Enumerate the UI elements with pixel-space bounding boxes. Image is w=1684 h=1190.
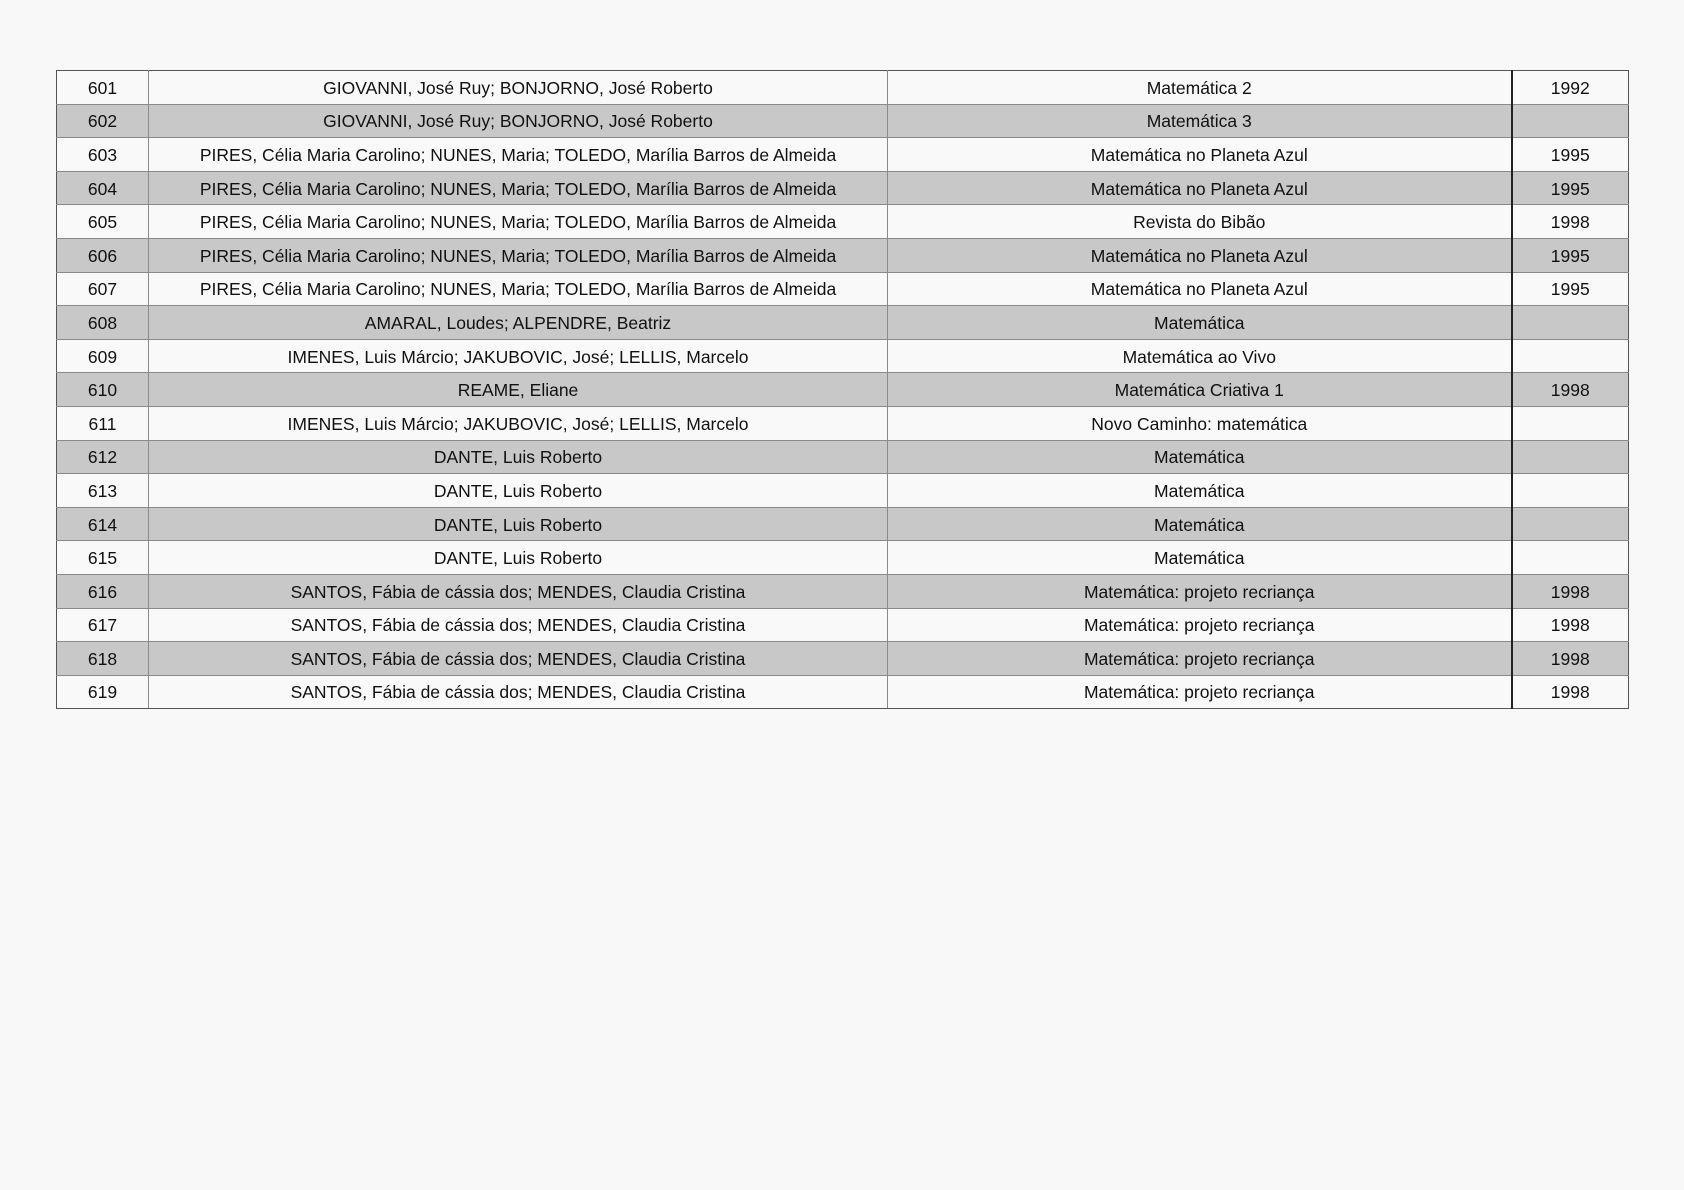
title-cell: Matemática: projeto recriança	[888, 574, 1512, 608]
title-cell: Matemática	[888, 541, 1512, 575]
title-cell: Matemática ao Vivo	[888, 339, 1512, 373]
id-cell: 615	[57, 541, 149, 575]
title-cell: Matemática	[888, 306, 1512, 340]
title-cell: Matemática: projeto recriança	[888, 675, 1512, 709]
title-cell: Matemática	[888, 474, 1512, 508]
year-cell: 1998	[1512, 675, 1629, 709]
id-cell: 611	[57, 406, 149, 440]
author-cell: IMENES, Luis Márcio; JAKUBOVIC, José; LELLIS, Marcelo	[149, 406, 888, 440]
id-cell: 602	[57, 104, 149, 138]
author-cell: IMENES, Luis Márcio; JAKUBOVIC, José; LELLIS, Marcelo	[149, 339, 888, 373]
title-cell: Matemática: projeto recriança	[888, 608, 1512, 642]
year-cell: 1992	[1512, 71, 1629, 105]
id-cell: 606	[57, 238, 149, 272]
title-cell: Novo Caminho: matemática	[888, 406, 1512, 440]
author-cell: DANTE, Luis Roberto	[149, 541, 888, 575]
year-cell: 1998	[1512, 574, 1629, 608]
year-cell: 1995	[1512, 138, 1629, 172]
id-cell: 619	[57, 675, 149, 709]
year-cell: 1995	[1512, 238, 1629, 272]
table-row	[57, 440, 1629, 474]
table-row	[57, 474, 1629, 508]
table-row	[57, 238, 1629, 272]
id-cell: 604	[57, 171, 149, 205]
id-cell: 616	[57, 574, 149, 608]
title-cell: Matemática no Planeta Azul	[888, 272, 1512, 306]
author-cell: REAME, Eliane	[149, 373, 888, 407]
spreadsheet-page	[56, 70, 1628, 709]
author-cell: SANTOS, Fábia de cássia dos; MENDES, Claudia Cristina	[149, 608, 888, 642]
id-cell: 610	[57, 373, 149, 407]
id-cell: 609	[57, 339, 149, 373]
table-row	[57, 71, 1629, 105]
author-cell: SANTOS, Fábia de cássia dos; MENDES, Claudia Cristina	[149, 675, 888, 709]
title-cell: Matemática no Planeta Azul	[888, 171, 1512, 205]
year-cell: 1995	[1512, 171, 1629, 205]
id-cell: 603	[57, 138, 149, 172]
id-cell: 607	[57, 272, 149, 306]
year-cell: 1998	[1512, 205, 1629, 239]
author-cell: PIRES, Célia Maria Carolino; NUNES, Maria; TOLEDO, Marília Barros de Almeida	[149, 138, 888, 172]
title-cell: Revista do Bibão	[888, 205, 1512, 239]
id-cell: 601	[57, 71, 149, 105]
table-row	[57, 541, 1629, 575]
title-cell: Matemática no Planeta Azul	[888, 138, 1512, 172]
title-cell: Matemática 3	[888, 104, 1512, 138]
table-row	[57, 339, 1629, 373]
table-row	[57, 608, 1629, 642]
year-cell	[1512, 474, 1629, 508]
id-cell: 608	[57, 306, 149, 340]
table-row	[57, 272, 1629, 306]
year-cell	[1512, 406, 1629, 440]
table-row	[57, 171, 1629, 205]
title-cell: Matemática	[888, 507, 1512, 541]
table-row	[57, 406, 1629, 440]
title-cell: Matemática	[888, 440, 1512, 474]
year-cell	[1512, 507, 1629, 541]
year-cell	[1512, 440, 1629, 474]
year-cell: 1998	[1512, 373, 1629, 407]
table-row	[57, 574, 1629, 608]
year-cell	[1512, 306, 1629, 340]
author-cell: GIOVANNI, José Ruy; BONJORNO, José Roberto	[149, 104, 888, 138]
records-table	[56, 70, 1629, 709]
year-cell: 1995	[1512, 272, 1629, 306]
author-cell: PIRES, Célia Maria Carolino; NUNES, Maria; TOLEDO, Marília Barros de Almeida	[149, 272, 888, 306]
year-cell	[1512, 339, 1629, 373]
author-cell: DANTE, Luis Roberto	[149, 507, 888, 541]
title-cell: Matemática 2	[888, 71, 1512, 105]
id-cell: 618	[57, 642, 149, 676]
year-cell	[1512, 104, 1629, 138]
table-row	[57, 507, 1629, 541]
table-row	[57, 205, 1629, 239]
year-cell	[1512, 541, 1629, 575]
title-cell: Matemática Criativa 1	[888, 373, 1512, 407]
id-cell: 613	[57, 474, 149, 508]
year-cell: 1998	[1512, 608, 1629, 642]
author-cell: SANTOS, Fábia de cássia dos; MENDES, Claudia Cristina	[149, 642, 888, 676]
author-cell: SANTOS, Fábia de cássia dos; MENDES, Claudia Cristina	[149, 574, 888, 608]
table-row	[57, 104, 1629, 138]
table-row	[57, 642, 1629, 676]
title-cell: Matemática no Planeta Azul	[888, 238, 1512, 272]
author-cell: PIRES, Célia Maria Carolino; NUNES, Maria; TOLEDO, Marília Barros de Almeida	[149, 171, 888, 205]
author-cell: PIRES, Célia Maria Carolino; NUNES, Maria; TOLEDO, Marília Barros de Almeida	[149, 205, 888, 239]
id-cell: 605	[57, 205, 149, 239]
table-row	[57, 306, 1629, 340]
id-cell: 614	[57, 507, 149, 541]
id-cell: 617	[57, 608, 149, 642]
table-row	[57, 138, 1629, 172]
author-cell: DANTE, Luis Roberto	[149, 440, 888, 474]
year-cell: 1998	[1512, 642, 1629, 676]
author-cell: PIRES, Célia Maria Carolino; NUNES, Maria; TOLEDO, Marília Barros de Almeida	[149, 238, 888, 272]
author-cell: DANTE, Luis Roberto	[149, 474, 888, 508]
table-row	[57, 675, 1629, 709]
id-cell: 612	[57, 440, 149, 474]
author-cell: GIOVANNI, José Ruy; BONJORNO, José Roberto	[149, 71, 888, 105]
title-cell: Matemática: projeto recriança	[888, 642, 1512, 676]
author-cell: AMARAL, Loudes; ALPENDRE, Beatriz	[149, 306, 888, 340]
table-row	[57, 373, 1629, 407]
